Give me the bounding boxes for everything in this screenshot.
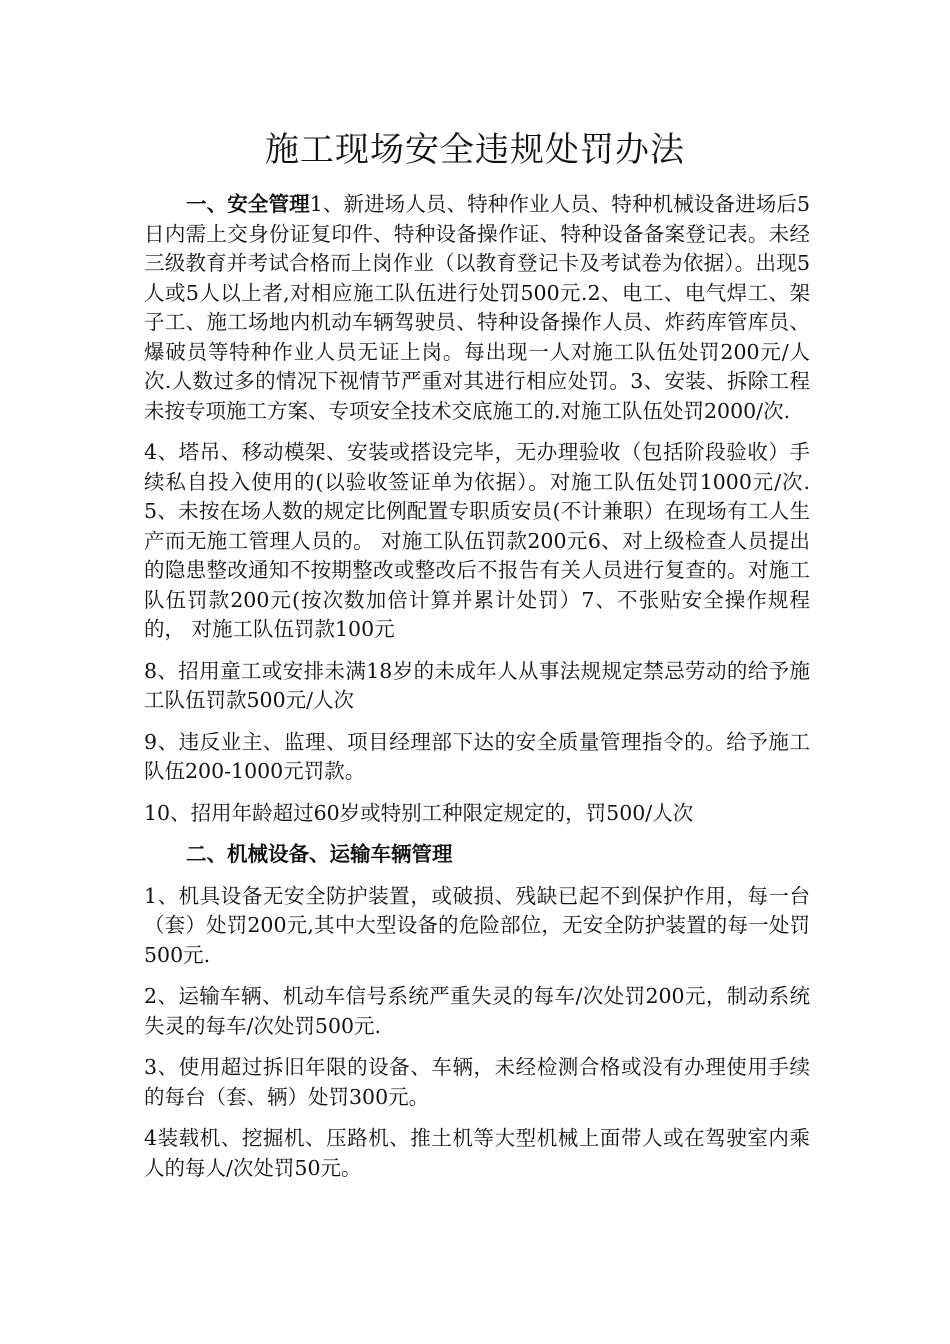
section1-paragraph-1-text: 1、新进场人员、特种作业人员、特种机械设备进场后5日内需上交身份证复印件、特种设备操作证、特种设备备案登记表。未经三级教育并考试合格而上岗作业（以教育登记卡及考试卷为依据）。出现5人或5人以上者,对相应施工队伍进行处罚500元.2、电工、电气焊工、架子工、施工场地内机动车辆驾驶员、特种设备操作人员、炸药库管库员、爆破员等特种作业人员无证上岗。每出现一人对施工队伍处罚200元/人次.人数过多的情况下视情节严重对其进行相应处罚。3、安装、拆除工程未按专项施工方案、专项安全技术交底施工的.对施工队伍处罚2000/次. (144, 192, 810, 423)
section1-paragraph-5: 10、招用年龄超过60岁或特别工种限定规定的，罚500/人次 (144, 800, 694, 825)
section1-paragraph-3: 8、招用童工或安排未满18岁的未成年人从事法规规定禁忌劳动的给予施工队伍罚款500元/人次 (144, 658, 810, 712)
document-body (144, 190, 810, 1195)
section2-paragraph-1: 1、机具设备无安全防护装置，或破损、残缺已起不到保护作用，每一台（套）处罚200元,其中大型设备的危险部位，无安全防护装置的每一处罚500元. (144, 883, 810, 967)
section1-paragraph-1 (144, 190, 810, 426)
section1-heading: 一、安全管理 (186, 192, 310, 216)
section2-paragraph-2: 2、运输车辆、机动车信号系统严重失灵的每车/次处罚200元，制动系统失灵的每车/次处罚500元. (144, 984, 810, 1038)
section1-paragraph-4: 9、违反业主、监理、项目经理部下达的安全质量管理指令的。给予施工队伍200-1000元罚款。 (144, 729, 810, 783)
document-title: 施工现场安全违规处罚办法 (265, 130, 685, 170)
section2-paragraph-3: 3、使用超过拆旧年限的设备、车辆，未经检测合格或没有办理使用手续的每台（套、辆）处罚300元。 (144, 1055, 810, 1109)
section1-paragraph-2: 4、塔吊、移动模架、安装或搭设完毕，无办理验收（包括阶段验收）手续私自投入使用的(以验收签证单为依据）。对施工队伍处罚1000元/次.5、未按在场人数的规定比例配置专职质安员(不计兼职）在现场有工人生产而无施工管理人员的。 对施工队伍罚款200元6、对上级检查人员提出的隐患整改通知不按期整改或整改后不报告有关人员进行复查的。对施工队伍罚款200元(按次数加倍计算并累计处罚）7、不张贴安全操作规程的， 对施工队伍罚款100元 (144, 440, 810, 641)
section2-paragraph-4: 4装载机、挖掘机、压路机、推土机等大型机械上面带人或在驾驶室内乘人的每人/次处罚50元。 (144, 1126, 810, 1180)
section2-heading: 二、机械设备、运输车辆管理 (186, 842, 453, 866)
